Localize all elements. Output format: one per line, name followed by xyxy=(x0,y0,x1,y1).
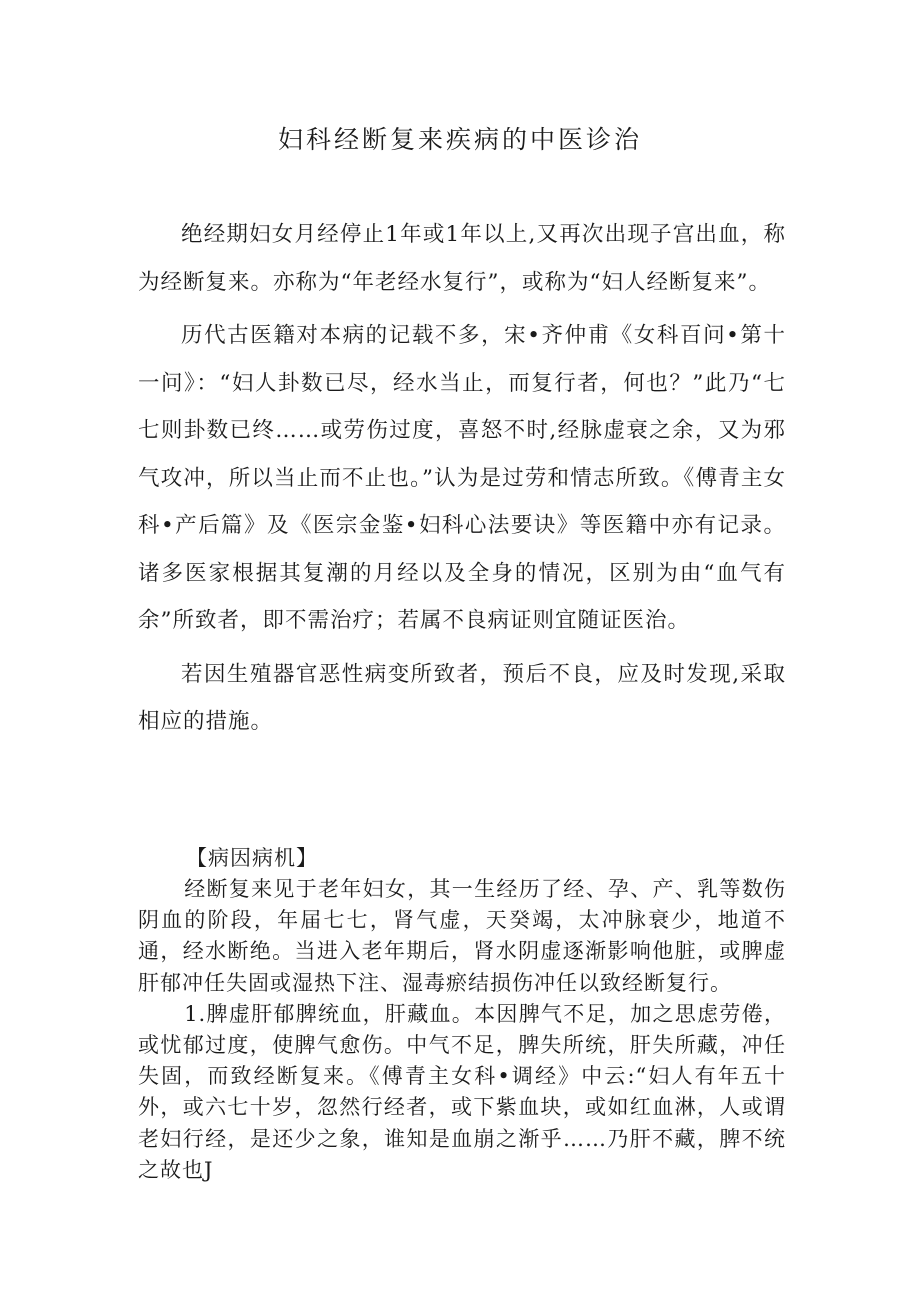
etiology-paragraph-2: 1.脾虚肝郁脾统血，肝藏血。本因脾气不足，加之思虑劳倦，或忧郁过度，使脾气愈伤。中气不足，脾失所统，肝失所藏，冲任失固，而致经断复来。《傅青主女科•调经》中云:“妇人有年五十外，或六七十岁，忽然行经者，或下紫血块，或如红血淋，人或谓老妇行经，是还少之象，谁知是血崩之渐乎……乃肝不藏，脾不统之故也J xyxy=(138,1001,786,1182)
intro-paragraph-3: 若因生殖器官恶性病变所致者，预后不良，应及时发现,采取相应的措施。 xyxy=(138,661,786,734)
intro-section xyxy=(138,211,786,752)
section-heading: 【病因病机】 xyxy=(186,846,318,870)
etiology-paragraph-1: 经断复来见于老年妇女，其一生经历了经、孕、产、乳等数伤阴血的阶段，年届七七，肾气虚，天癸竭，太冲脉衰少，地道不通，经水断绝。当进入老年期后，肾水阴虚逐渐影响他脏，或脾虚肝郁冲任失固或湿热下注、湿毒瘀结损伤冲任以致经断复行。 xyxy=(138,877,786,995)
intro-paragraph-2: 历代古医籍对本病的记载不多，宋•齐仲甫《女科百问•第十一问》：“妇人卦数已尽，经水当止，而复行者，何也？”此乃“七七则卦数已终……或劳伤过度，喜怒不时,经脉虚衰之余，又为邪气攻冲，所以当止而不止也。”认为是过劳和情志所致。《傅青主女科•产后篇》及《医宗金鉴•妇科心法要诀》等医籍中亦有记录。诸多医家根据其复潮的月经以及全身的情况，区别为由“血气有余”所致者，即不需治疗；若属不良病证则宜随证医治。 xyxy=(138,323,786,633)
intro-paragraph-1: 绝经期妇女月经停止1年或1年以上,又再次出现子宫出血，称为经断复来。亦称为“年老经水复行”，或称为“妇人经断复来”。 xyxy=(138,222,786,295)
document-title: 妇科经断复来疾病的中医诊治 xyxy=(277,125,642,154)
etiology-section xyxy=(138,874,786,1186)
